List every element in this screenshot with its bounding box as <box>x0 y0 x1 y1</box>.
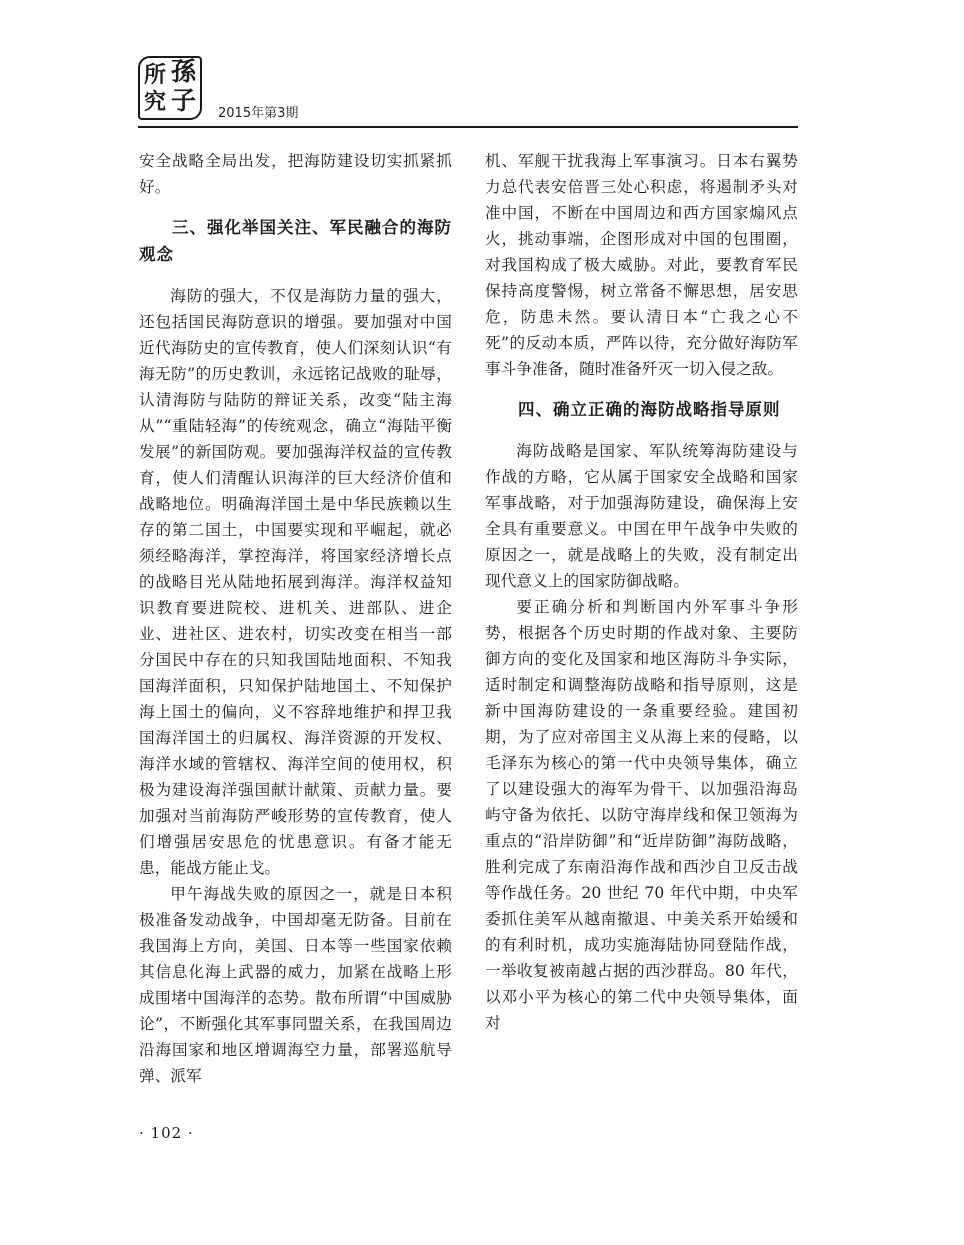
header-rule <box>138 126 798 128</box>
logo-char: 究 <box>144 89 167 115</box>
journal-logo <box>138 56 202 120</box>
logo-char: 子 <box>171 86 197 115</box>
right-column <box>485 148 798 1036</box>
logo-char: 孫 <box>171 57 197 86</box>
left-column <box>139 148 452 1089</box>
paragraph: 要正确分析和判断国内外军事斗争形势，根据各个历史时期的作战对象、主要防御方向的变化及国家和地区海防斗争实际，适时制定和调整海防战略和指导原则，这是新中国海防建设的一条重要经验。建国初期，为了应对帝国主义从海上来的侵略，以毛泽东为核心的第一代中央领导集体，确立了以建设强大的海军为骨干、以加强沿海岛屿守备为依托、以防守海岸线和保卫领海为重点的“沿岸防御”和“近岸防御”海防战略，胜利完成了东南沿海作战和西沙自卫反击战等作战任务。20 世纪 70 年代中期，中央军委抓住美军从越南撤退、中美关系开始缓和的有利时机，成功实施海陆协同登陆作战，一举收复被南越占据的西沙群岛。80 年代，以邓小平为核心的第二代中央领导集体，面对 <box>485 598 798 1032</box>
issue-label: 2015年第3期 <box>218 106 299 121</box>
paragraph: 甲午海战失败的原因之一，就是日本积极准备发动战争，中国却毫无防备。目前在我国海上方向，美国、日本等一些国家依赖其信息化海上武器的威力，加紧在战略上形成围堵中国海洋的态势。散布所谓“中国威胁论”，不断强化其军事同盟关系，在我国周边沿海国家和地区增调海空力量，部署巡航导弹、派军 <box>139 885 452 1085</box>
page-header <box>138 56 798 134</box>
paragraph: 机、军舰干扰我海上军事演习。日本右翼势力总代表安倍晋三处心积虑，将遏制矛头对准中国，不断在中国周边和西方国家煽风点火，挑动事端，企图形成对中国的包围圈，对我国构成了极大威胁。对此，要教育军民保持高度警惕，树立常备不懈思想，居安思危，防患未然。要认清日本“亡我之心不死”的反动本质，严阵以待，充分做好海防军事斗争准备，随时准备歼灭一切入侵之敌。 <box>485 152 798 378</box>
paragraph: 海防的强大，不仅是海防力量的强大，还包括国民海防意识的增强。要加强对中国近代海防史的宣传教育，使人们深刻认识“有海无防”的历史教训，永远铭记战败的耻辱，认清海防与陆防的辩证关系，改变“陆主海从”“重陆轻海”的传统观念，确立“海陆平衡发展”的新国防观。要加强海洋权益的宣传教育，使人们清醒认识海洋的巨大经济价值和战略地位。明确海洋国土是中华民族赖以生存的第二国土，中国要实现和平崛起，就必须经略海洋，掌控海洋，将国家经济增长点的战略目光从陆地拓展到海洋。海洋权益知识教育要进院校、进机关、进部队、进企业、进社区、进农村，切实改变在相当一部分国民中存在的只知我国陆地面积、不知我国海洋面积，只知保护陆地国土、不知保护海上国土的偏向，义不容辞地维护和捍卫我国海洋国土的归属权、海洋资源的开发权、海洋水域的管辖权、海洋空间的使用权，积极为建设海洋强国献计献策、贡献力量。要加强对当前海防严峻形势的宣传教育，使人们增强居安思危的忧患意识。有备才能无患，能战方能止戈。 <box>139 287 452 877</box>
section-heading-3: 三、强化举国关注、军民融合的海防观念 <box>139 218 452 264</box>
paragraph: 海防战略是国家、军队统筹海防建设与作战的方略，它从属于国家安全战略和国家军事战略，对于加强海防建设，确保海上安全具有重要意义。中国在甲午战争中失败的原因之一，就是战略上的失败，没有制定出现代意义上的国家防御战略。 <box>485 442 798 590</box>
paragraph: 安全战略全局出发，把海防建设切实抓紧抓好。 <box>139 152 452 196</box>
logo-char: 所 <box>144 62 167 88</box>
page-number: · 102 · <box>139 1124 194 1142</box>
section-heading-4: 四、确立正确的海防战略指导原则 <box>518 400 781 419</box>
